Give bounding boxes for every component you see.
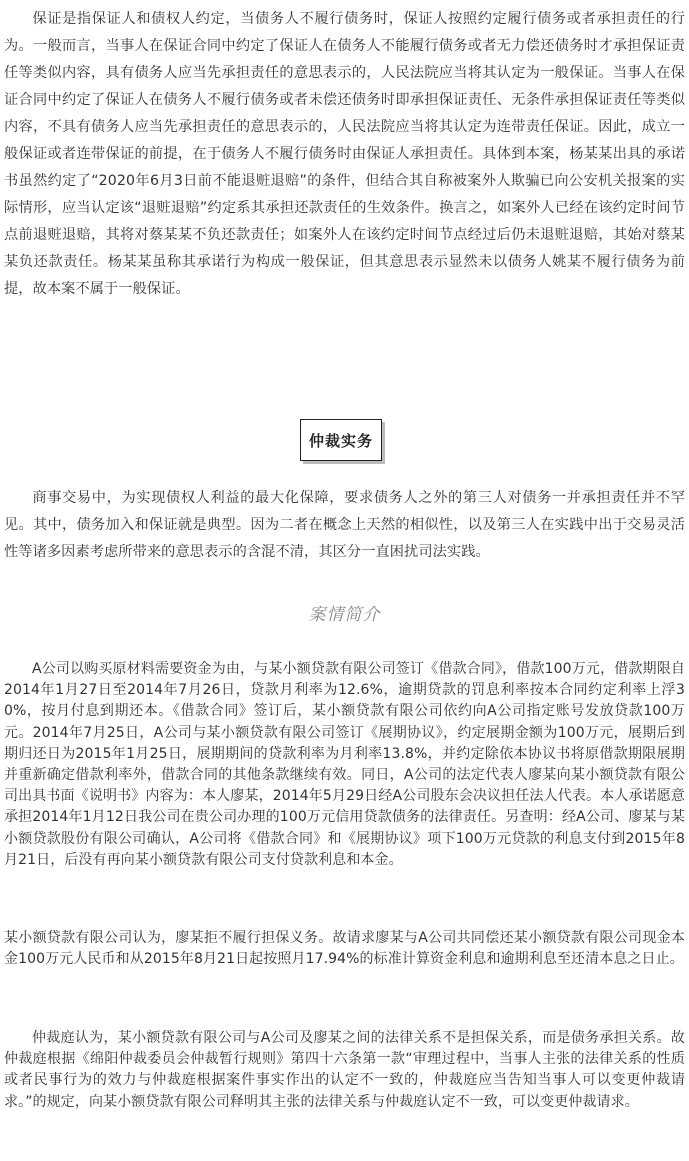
section-heading: 仲裁实务 <box>308 431 373 450</box>
section-heading-box <box>300 419 382 461</box>
intro-paragraph: 保证是指保证人和债权人约定，当债务人不履行债务时，保证人按照约定履行债务或者承担责任的行为。一般而言，当事人在保证合同中约定了保证人在债务人不能履行债务或者无力偿还债务时才承担保证责任等类似内容，具有债务人应当先承担责任的意思表示的，人民法院应当将其认定为一般保证。当事人在保证合同中约定了保证人在债务人不履行债务或者未偿还债务时即承担保证责任、无条件承担保证责任等类似内容，不具有债务人应当先承担责任的意思表示的，人民法院应当将其认定为连带责任保证。因此，成立一般保证或者连带保证的前提，在于债务人不履行债务时由保证人承担责任。具体到本案，杨某某出具的承诺书虽然约定了“2020年6月3日前不能退赃退赔”的条件，但结合其自称被案外人欺骗已向公安机关报案的实际情形，应当认定该“退赃退赔”约定系其承担还款责任的生效条件。换言之，如案外人已经在该约定时间节点前退赃退赔，其将对蔡某某不负还款责任；如案外人在该约定时间节点经过后仍未退赃退赔，其始对蔡某某负还款责任。杨某某虽称其承诺行为构成一般保证，但其意思表示显然未以债务人姚某不履行债务为前提，故本案不属于一般保证。 <box>4 11 685 297</box>
case-paragraph-tribunal: 仲裁庭认为，某小额贷款有限公司与A公司及廖某之间的法律关系不是担保关系，而是债务承担关系。故仲裁庭根据《绵阳仲裁委员会仲裁暂行规则》第四十六条第一款“审理过程中，当事人主张的法律关系的性质或者民事行为的效力与仲裁庭根据案件事实作出的认定不一致的，仲裁庭应当告知当事人可以变更仲裁请求。”的规定，向某小额贷款有限公司释明其主张的法律关系与仲裁庭认定不一致，可以变更仲裁请求。 <box>4 1030 685 1110</box>
practice-intro-paragraph: 商事交易中，为实现债权人利益的最大化保障，要求债务人之外的第三人对债务一并承担责任并不罕见。其中，债务加入和保证就是典型。因为二者在概念上天然的相似性，以及第三人在实践中出于交易灵活性等诸多因素考虑所带来的意思表示的含混不清，其区分一直困扰司法实践。 <box>4 490 685 560</box>
case-subtitle: 案情简介 <box>308 605 381 625</box>
case-paragraph-facts: A公司以购买原材料需要资金为由，与某小额贷款有限公司签订《借款合同》，借款100万元，借款期限自2014年1月27日至2014年7月26日，贷款月利率为12.6%，逾期贷款的罚息利率按本合同约定利率上浮30%，按月付息到期还本。《借款合同》签订后，某小额贷款有限公司依约向A公司指定账号发放贷款100万元。2014年7月25日，A公司与某小额贷款有限公司签订《展期协议》，约定展期金额为100万元，展期后到期归还日为2015年1月25日，展期期间的贷款利率为月利率13.8%，并约定除依本协议书将原借款期限展期并重新确定借款利率外，借款合同的其他条款继续有效。同日，A公司的法定代表人廖某向某小额贷款有限公司出具书面《说明书》内容为：本人廖某，2014年5月29日经A公司股东会决议担任法人代表。本人承诺愿意承担2014年1月12日我公司在贵公司办理的100万元信用贷款债务的法律责任。另查明：经A公司、廖某与某小额贷款股份有限公司确认，A公司将《借款合同》和《展期协议》项下100万元贷款的利息支付到2015年8月21日，后没有再向某小额贷款有限公司支付贷款利息和本金。 <box>4 661 685 868</box>
case-paragraph-claim: 某小额贷款有限公司认为，廖某拒不履行担保义务。故请求廖某与A公司共同偿还某小额贷款有限公司现金本金100万元人民币和从2015年8月21日起按照月17.94%的标准计算资金利息和逾期利息至还清本息之日止。 <box>4 930 685 968</box>
